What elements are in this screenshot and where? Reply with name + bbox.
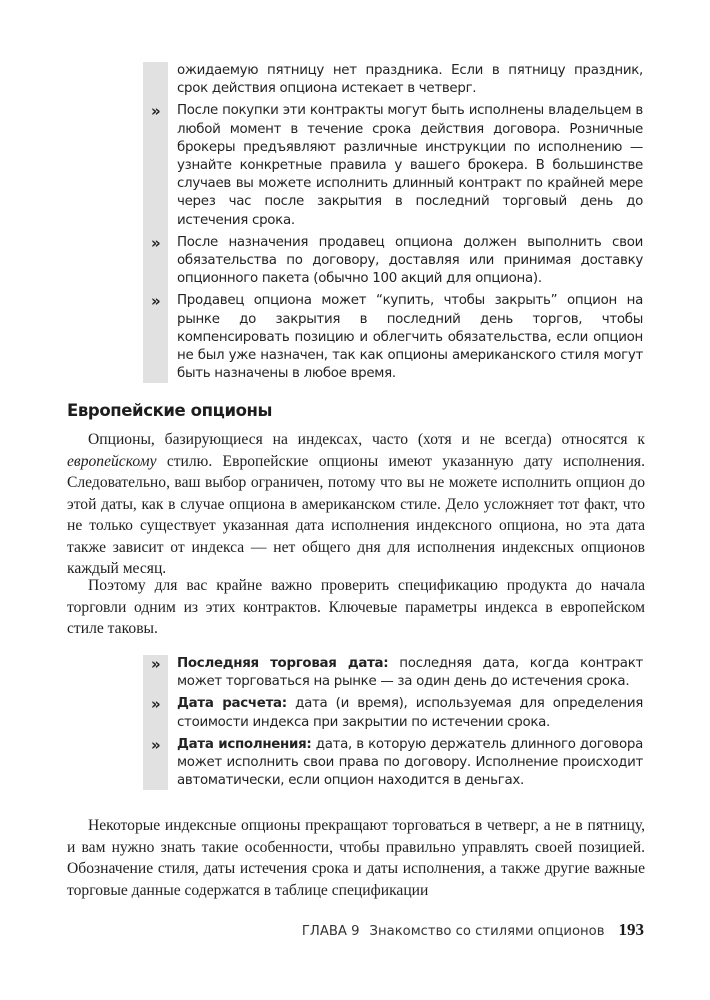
paragraph-check-specs: Поэтому для вас крайне важно проверить спецификацию продукта до начала торговли одним из этих контрактов. Ключевые параметры индекса в европейском стиле таковы. [67, 577, 645, 637]
list-item: » Продавец опциона может “купить, чтобы закрыть” опцион на рынке до закрытия в последний день торгов, чтобы компенсировать позицию и облегчить обязательства, если опцион не был уже назначен, так как опционы американского стиля могут быть назначены в любое время. [151, 292, 643, 382]
emphasis-european: европейскому [67, 452, 157, 470]
term-label: Последняя торговая дата: [177, 656, 389, 671]
paragraph-thursday-expiry: Некоторые индексные опционы прекращают торговаться в четверг, а не в пятницу, и вам нужно знать такие особенности, чтобы правильно управлять своей позицией. Обозначение стиля, даты истечения срока и даты исполнения, а также другие важные торговые данные содержатся в таблице спецификации [67, 817, 645, 899]
bullet-icon: » [151, 102, 161, 121]
paragraph-european-options: Опционы, базирующиеся на индексах, часто (хотя и не всегда) относятся к европейскому стилю. Европейские опционы имеют указанную дату исполнения. Следовательно, ваш выбор ограничен, потому что вы не можете исполнить опцион до этой даты, как в случае опциона в американском стиле. Дело усложняет тот факт, что не только существует указанная дата исполнения индексного опциона, но эта дата также зависит от индекса — нет общего дня для исполнения индексных опционов каждый месяц. [67, 431, 645, 577]
chapter-label: ГЛАВА 9 [301, 924, 360, 939]
page-number: 193 [618, 920, 644, 939]
list-item-last-trade-date: » Последняя торговая дата: последняя дата, когда контракт может торговаться на рынке — за один день до истечения срока. [151, 655, 643, 690]
chapter-title: Знакомство со стилями опционов [369, 924, 605, 939]
list-item-exercise-date: » Дата исполнения: дата, в которую держатель длинного договора может исполнить свои права по договору. Исполнение происходит автоматически, если опцион находится в деньгах. [151, 735, 643, 789]
section-heading: Европейские опционы [67, 401, 273, 420]
term-label: Дата исполнения: [177, 736, 312, 752]
bullet-icon: » [151, 292, 161, 311]
list-item: » После назначения продавец опциона должен выполнить свои обязательства по договору, доставляя или принимая доставку опционного пакета (обычно 100 акций для опциона). [151, 233, 643, 287]
list-item: » После покупки эти контракты могут быть исполнены владельцем в любой момент в течение срока действия договора. Розничные брокеры предъявляют различные инструкции по исполнению — узнайте конкретные правила у вашего брокера. В большинстве случаев вы можете исполнить длинный контракт по крайней мере через час после закрытия в последний торговый день до истечения срока. [151, 102, 643, 228]
term-label: Дата расчета: [177, 696, 287, 712]
list-item-settlement-date: » Дата расчета: дата (и время), используемая для определения стоимости индекса при закрытии по истечении срока. [151, 695, 643, 730]
bullet-icon: » [151, 233, 161, 252]
page-footer [302, 920, 644, 940]
bullet-icon: » [151, 735, 161, 754]
bullet-icon: » [151, 695, 161, 714]
top-bullet-list [143, 62, 643, 383]
list-item-continuation: ожидаемую пятницу нет праздника. Если в пятницу праздник, срок действия опциона истекает в четверг. [177, 63, 643, 97]
bullet-icon: » [151, 655, 161, 673]
key-params-list [143, 655, 643, 790]
